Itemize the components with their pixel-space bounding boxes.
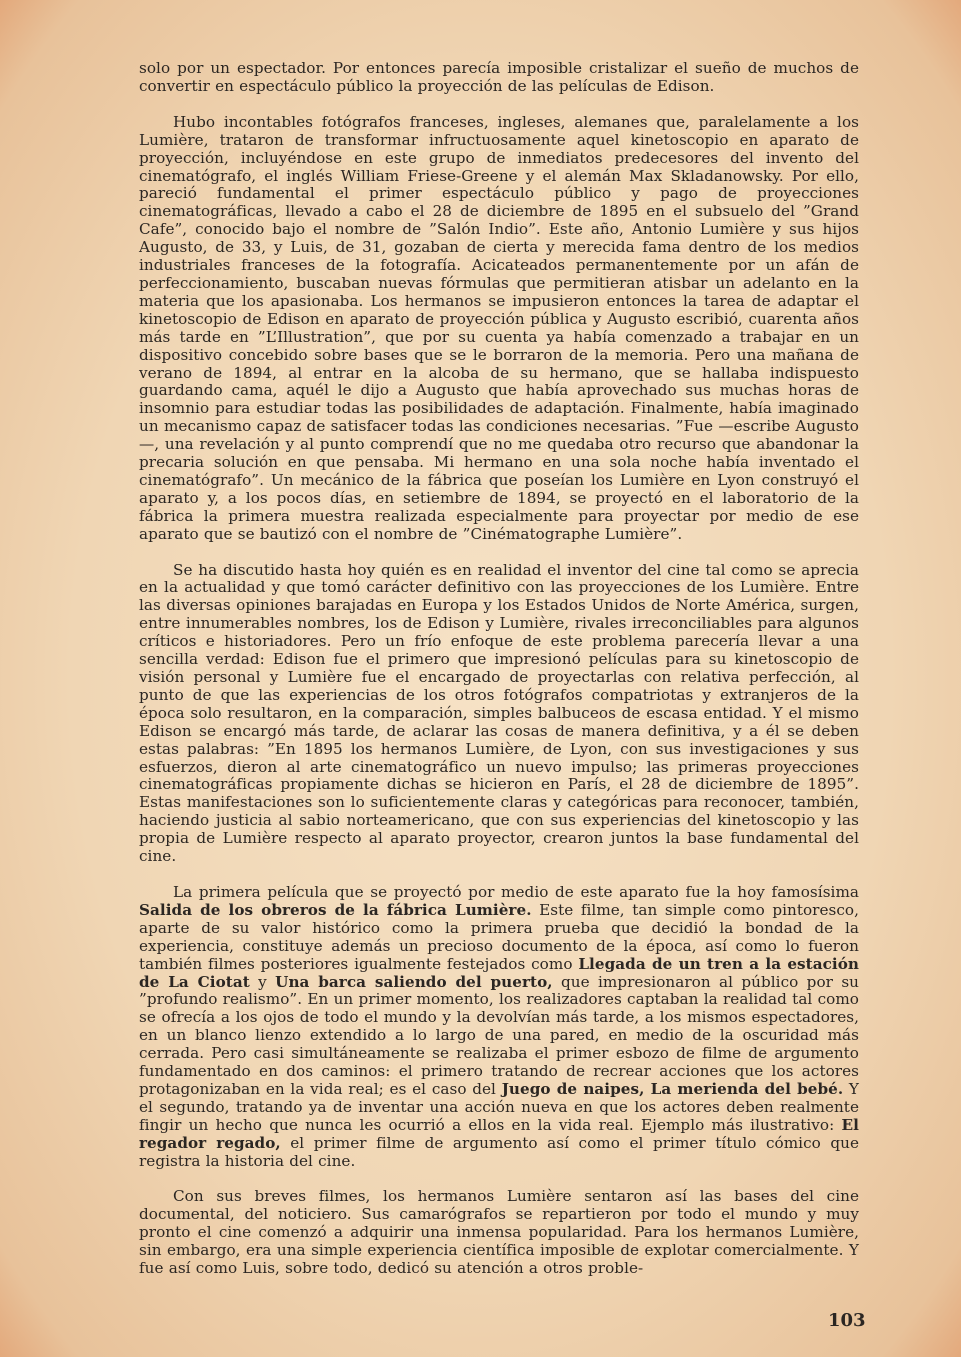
film-title-regador: El regador regado, — [139, 1115, 859, 1152]
paragraph-1 — [139, 60, 859, 96]
paragraph-4-text-4: que impresionaron al público por su ”profundo realismo”. En un primer momento, los realizadores captaban la realidad tal como se ofrecía a los ojos de todo el mundo y la devolvían más tarde, a los mismos espectadores, en un blanco lienzo extendido a lo largo de una pared, en medio de la oscuridad más cerrada. Pero casi simultáneamente se realizaba el primer esbozo de filme de argumento fundamentado en dos caminos: el primero tratando de recrear acciones que los actores protagonizaban en la vida real; es el caso del — [139, 972, 859, 1098]
paragraph-3-text: Se ha discutido hasta hoy quién es en realidad el inventor del cine tal como se aprecia en la actualidad y que tomó carácter definitivo con las proyecciones de los Lumière. Entre las diversas opiniones barajadas en Europa y los Estados Unidos de Norte América, surgen, entre innumerables nombres, los de Edison y Lumière, rivales irreconciliables para algunos críticos e historiadores. Pero un frío enfoque de este problema parecería llevar a una sencilla verdad: Edison fue el primero que impresionó películas para su kinetoscopio de visión personal y Lumière fue el encargado de proyectarlas con relativa perfección, al punto de que las experiencias de los otros fotógrafos compatriotas y extranjeros de la época solo resultaron, en la comparación, simples balbuceos de escasa entidad. Y el mismo Edison se encargó más tarde, de aclarar las cosas de manera definitiva, y a él se deben estas palabras: ”En 1895 los hermanos Lumière, de Lyon, con sus investigaciones y sus esfuerzos, dieron al arte cinematográfico un nuevo impulso; las primeras proyecciones cinematográficas propiamente dichas se hicieron en París, el 28 de diciembre de 1895”. Estas manifestaciones son lo suficientemente claras y categóricas para reconocer, también, haciendo justicia al sabio norteamericano, que con sus experiencias del kinetoscopio y las propia de Lumière respecto al aparato proyector, crearon juntos la base fundamental del cine. — [139, 560, 859, 866]
paragraph-5 — [139, 1188, 859, 1278]
paragraph-5-text: Con sus breves filmes, los hermanos Lumière sentaron así las bases del cine documental, del noticiero. Sus camarógrafos se repartieron por todo el mundo y muy pronto el cine comenzó a adquirir una inmensa popularidad. Para los hermanos Lumière, sin embargo, era una simple experiencia científica imposible de explotar comercialmente. Y fue así como Luis, sobre todo, dedicó su atención a otros proble- — [139, 1187, 859, 1278]
film-title-salida: Salida de los obreros de la fábrica Lumière. — [139, 900, 532, 919]
page-body — [139, 60, 859, 1300]
film-title-barca: Una barca saliendo del puerto, — [275, 972, 553, 991]
paragraph-4-text-1: La primera película que se proyectó por medio de este aparato fue la hoy famosísima — [173, 882, 859, 901]
paragraph-1-text: solo por un espectador. Por entonces parecía imposible cristalizar el sueño de muchos de convertir en espectáculo público la proyección de las películas de Edison. — [139, 59, 859, 95]
film-title-juego: Juego de naipes, La merienda del bebé. — [501, 1079, 844, 1098]
paragraph-4-text-2: Este filme, tan simple como pintoresco, aparte de su valor histórico como la primera prueba que decidió la bondad de la experiencia, constituye además un precioso documento de la época, así como lo fueron también filmes posteriores igualmente festejados como — [139, 900, 860, 973]
paragraph-4 — [139, 884, 859, 1171]
paragraph-3 — [139, 562, 859, 866]
paragraph-4-text-3: y — [249, 972, 276, 991]
paragraph-4-text-5: Y el segundo, tratando ya de inventar una acción nueva en que los actores deben realmente fingir un hecho que nunca les ocurrió a ellos en la vida real. Ejemplo más ilustrativo: — [139, 1079, 859, 1134]
page-number: 103 — [828, 1310, 866, 1331]
paragraph-4-text-6: el primer filme de argumento así como el primer título cómico que registra la historia del cine. — [139, 1133, 859, 1170]
paragraph-2 — [139, 114, 859, 544]
paragraph-2-text: Hubo incontables fotógrafos franceses, ingleses, alemanes que, paralelamente a los Lumière, trataron de transformar infructuosamente aquel kinetoscopio en aparato de proyección, incluyéndose en este grupo de inmediatos predecesores del invento del cinematógrafo, el inglés William Friese-Greene y el alemán Max Skladanowsky. Por ello, pareció fundamental el primer espectáculo público y pago de proyecciones cinematográficas, llevado a cabo el 28 de diciembre de 1895 en el subsuelo del ”Grand Cafe”, conocido bajo el nombre de ”Salón Indio”. Este año, Antonio Lumière y sus hijos Augusto, de 33, y Luis, de 31, gozaban de cierta y merecida fama dentro de los medios industriales franceses de la fotografía. Acicateados permanentemente por un afán de perfeccionamiento, buscaban nuevas fórmulas que permitieran atisbar un adelanto en la materia que los apasionaba. Los hermanos se impusieron entonces la tarea de adaptar el kinetoscopio de Edison en aparato de proyección pública y Augusto escribió, cuarenta años más tarde en ”L’Illustration”, que por su cuenta ya había comenzado a trabajar en un dispositivo concebido sobre bases que se le borraron de la memoria. Pero una mañana de verano de 1894, al entrar en la alcoba de su hermano, que se hallaba indispuesto guardando cama, aquél le dijo a Augusto que había aprovechado sus muchas horas de insomnio para estudiar todas las posibilidades de adaptación. Finalmente, había imaginado un mecanismo capaz de satisfacer todas las condiciones necesarias. ”Fue —escribe Augusto—, una revelación y al punto comprendí que no me quedaba otro recurso que abandonar la precaria solución en que pensaba. Mi hermano en una sola noche había inventado el cinematógrafo”. Un mecánico de la fábrica que poseían los Lumière en Lyon construyó el aparato y, a los pocos días, en setiembre de 1894, se proyectó en el laboratorio de la fábrica la primera muestra realizada especialmente para proyectar por medio de ese aparato que se bautizó con el nombre de ”Cinématographe Lumière”. — [139, 112, 859, 543]
film-title-llegada: Llegada de un tren a la estación de La Ciotat — [139, 954, 860, 991]
